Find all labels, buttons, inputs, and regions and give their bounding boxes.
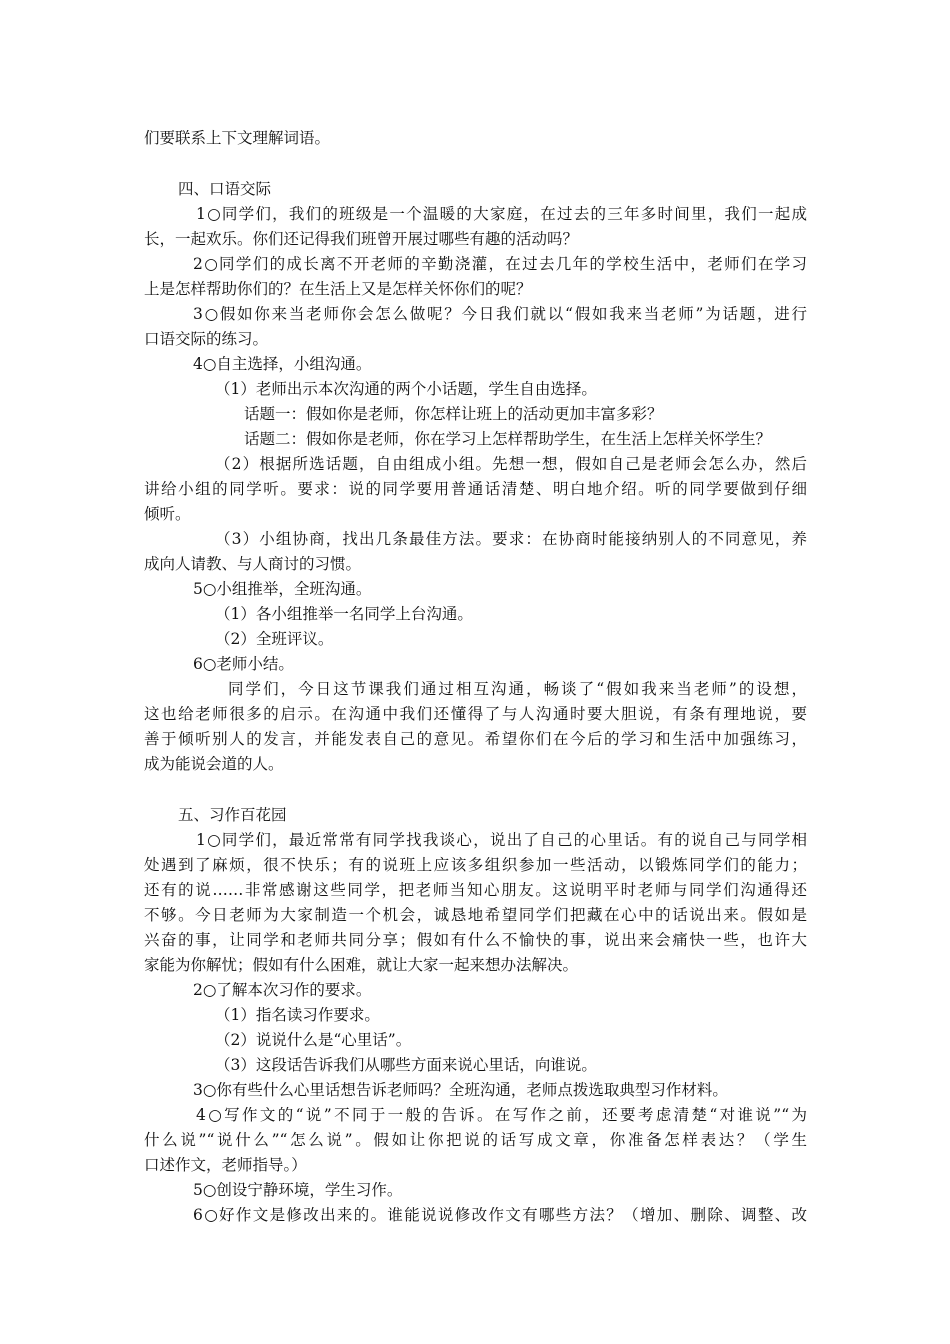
text-line: （1）各小组推举一名同学上台沟通。 <box>215 605 473 623</box>
text-line: 2○了解本次习作的要求。 <box>193 981 372 999</box>
text-line: （3）小组协商，找出几条最佳方法。要求：在协商时能接纳别人的不同意见，养 <box>215 530 807 548</box>
text-line: 长，一起欢乐。你们还记得我们班曾开展过哪些有趣的活动吗？ <box>144 230 579 248</box>
text-line: （2）全班评议。 <box>215 630 334 648</box>
text-line: 3○你有些什么心里话想告诉老师吗？全班沟通，老师点拨选取典型习作材料。 <box>193 1081 728 1099</box>
text-line: 5○创设宁静环境，学生习作。 <box>193 1181 403 1199</box>
text-line: 处遇到了麻烦，很不快乐；有的说班上应该多组织参加一些活动，以锻炼同学们的能力； <box>144 856 807 874</box>
text-line: 6○好作文是修改出来的。谁能说说修改作文有哪些方法？（增加、删除、调整、改 <box>193 1206 807 1224</box>
text-line: 不够。今日老师为大家制造一个机会，诚恳地希望同学们把藏在心中的话说出来。假如是 <box>144 906 807 924</box>
text-line: （1）老师出示本次沟通的两个小话题，学生自由选择。 <box>215 380 597 398</box>
text-line: 话题一：假如你是老师，你怎样让班上的活动更加丰富多彩？ <box>244 405 663 423</box>
text-line: 上是怎样帮助你们的？在生活上又是怎样关怀你们的呢？ <box>144 280 532 298</box>
text-line: 成为能说会道的人。 <box>144 755 284 773</box>
text-line: 5○小组推举，全班沟通。 <box>193 580 372 598</box>
text-line: 们要联系上下文理解词语。 <box>144 129 331 147</box>
text-line: （2）说说什么是“心里话”。 <box>215 1031 412 1049</box>
text-line: 还有的说……非常感谢这些同学，把老师当知心朋友。这说明平时老师与同学们沟通得还 <box>144 881 807 899</box>
text-line: 善于倾听别人的发言，并能发表自己的意见。希望你们在今后的学习和生活中加强练习， <box>144 730 807 748</box>
text-line: （1）指名读习作要求。 <box>215 1006 380 1024</box>
text-line: （3）这段话告诉我们从哪些方面来说心里话，向谁说。 <box>215 1056 597 1074</box>
text-line: 倾听。 <box>144 505 191 523</box>
text-line: 口述作文，老师指导。） <box>144 1156 307 1174</box>
text-line: 1○同学们，我们的班级是一个温暖的大家庭，在过去的三年多时间里，我们一起成 <box>196 205 807 223</box>
text-line: 口语交际的练习。 <box>144 330 269 348</box>
text-line: 6○老师小结。 <box>193 655 294 673</box>
section-heading-oral: 四、口语交际 <box>178 180 272 198</box>
text-line: 4○写作文的“说”不同于一般的告诉。在写作之前，还要考虑清楚“对谁说”“为 <box>196 1106 807 1124</box>
text-line: 2○同学们的成长离不开老师的辛勤浇灌，在过去几年的学校生活中，老师们在学习 <box>193 255 807 273</box>
text-line: 1○同学们，最近常常有同学找我谈心，说出了自己的心里话。有的说自己与同学相 <box>196 831 807 849</box>
section-heading-writing: 五、习作百花园 <box>178 806 287 824</box>
text-line: 4○自主选择，小组沟通。 <box>193 355 372 373</box>
text-line: 成向人请教、与人商讨的习惯。 <box>144 555 362 573</box>
text-line: 讲给小组的同学听。要求：说的同学要用普通话清楚、明白地介绍。听的同学要做到仔细 <box>144 480 807 498</box>
text-line: 兴奋的事，让同学和老师共同分享；假如有什么不愉快的事，说出来会痛快一些，也许大 <box>144 931 807 949</box>
text-line: 3○假如你来当老师你会怎么做呢？今日我们就以“假如我来当老师”为话题，进行 <box>193 305 807 323</box>
text-line: 这也给老师很多的启示。在沟通中我们还懂得了与人沟通时要大胆说，有条有理地说，要 <box>144 705 807 723</box>
text-line: 同学们，今日这节课我们通过相互沟通，畅谈了“假如我来当老师”的设想， <box>228 680 807 698</box>
text-line: 什么说”“说什么”“怎么说”。假如让你把说的话写成文章，你准备怎样表达？（学生 <box>144 1131 807 1149</box>
text-line: 话题二：假如你是老师，你在学习上怎样帮助学生，在生活上怎样关怀学生？ <box>244 430 772 448</box>
text-line: 家能为你解忧；假如有什么困难，就让大家一起来想办法解决。 <box>144 956 579 974</box>
text-line: （2）根据所选话题，自由组成小组。先想一想，假如自己是老师会怎么办，然后 <box>215 455 807 473</box>
